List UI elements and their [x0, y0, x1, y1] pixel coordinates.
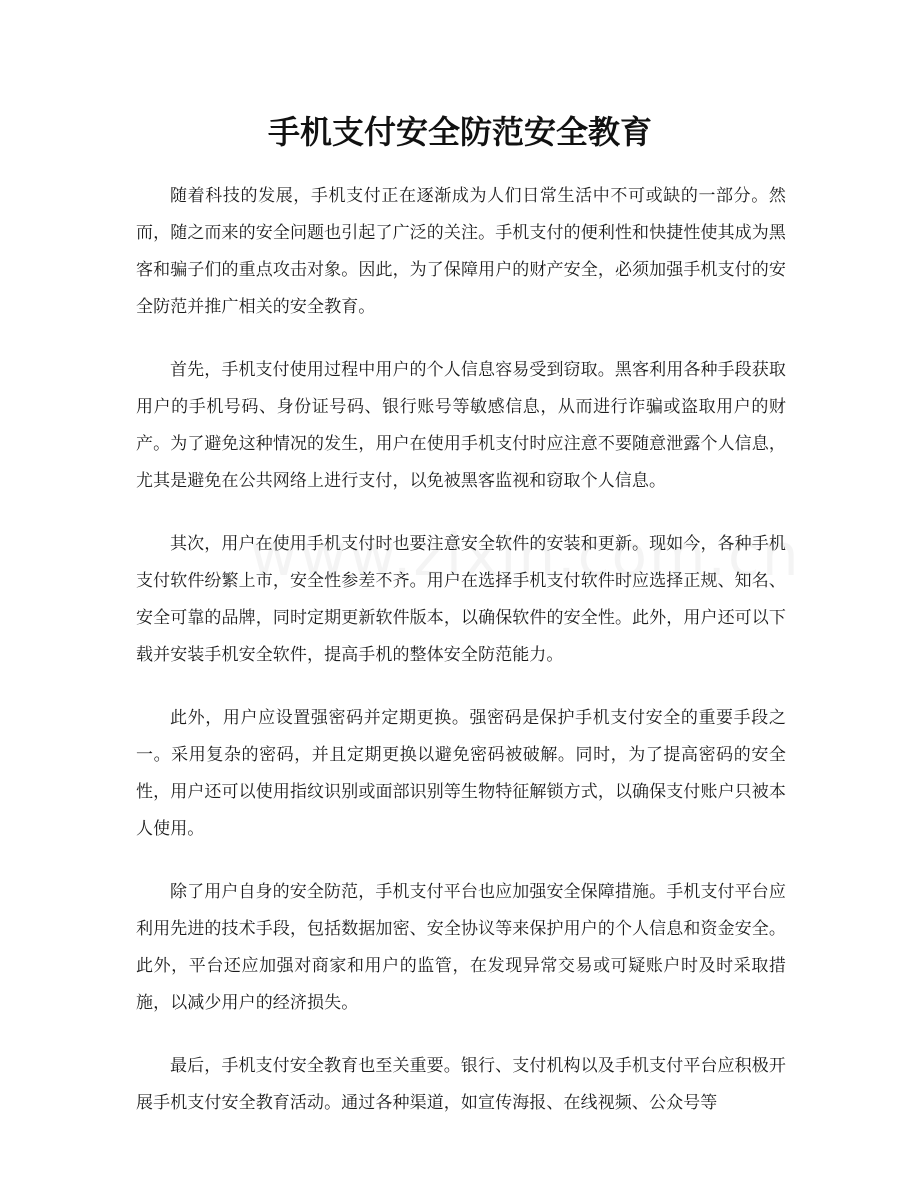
paragraph-platform-measures: 除了用户自身的安全防范，手机支付平台也应加强安全保障措施。手机支付平台应利用先进的技术手段，包括数据加密、安全协议等来保护用户的个人信息和资金安全。此外，平台还应加强对商家和用户的监管，在发现异常交易或可疑账户时及时采取措施，以减少用户的经济损失。: [136, 882, 786, 1013]
paragraph-security-software: 其次，用户在使用手机支付时也要注意安全软件的安装和更新。现如今，各种手机支付软件纷繁上市，安全性参差不齐。用户在选择手机支付软件时应选择正规、知名、安全可靠的品牌，同时定期更新软件版本，以确保软件的安全性。此外，用户还可以下载并安装手机安全软件，提高手机的整体安全防范能力。: [136, 534, 786, 665]
document-body: [136, 178, 786, 1148]
paragraph-intro: 随着科技的发展，手机支付正在逐渐成为人们日常生活中不可或缺的一部分。然而，随之而来的安全问题也引起了广泛的关注。手机支付的便利性和快捷性使其成为黑客和骗子们的重点攻击对象。因此，为了保障用户的财产安全，必须加强手机支付的安全防范并推广相关的安全教育。: [136, 186, 786, 317]
paragraph-strong-password: 此外，用户应设置强密码并定期更换。强密码是保护手机支付安全的重要手段之一。采用复杂的密码，并且定期更换以避免密码被破解。同时，为了提高密码的安全性，用户还可以使用指纹识别或面部识别等生物特征解锁方式，以确保支付账户只被本人使用。: [136, 708, 786, 839]
paragraph-education: 最后，手机支付安全教育也至关重要。银行、支付机构以及手机支付平台应积极开展手机支付安全教育活动。通过各种渠道，如宣传海报、在线视频、公众号等: [136, 1056, 786, 1113]
document-title: 手机支付安全防范安全教育: [267, 113, 652, 151]
paragraph-personal-info: 首先，手机支付使用过程中用户的个人信息容易受到窃取。黑客利用各种手段获取用户的手机号码、身份证号码、银行账号等敏感信息，从而进行诈骗或盗取用户的财产。为了避免这种情况的发生，用户在使用手机支付时应注意不要随意泄露个人信息，尤其是避免在公共网络上进行支付，以免被黑客监视和窃取个人信息。: [136, 360, 786, 491]
